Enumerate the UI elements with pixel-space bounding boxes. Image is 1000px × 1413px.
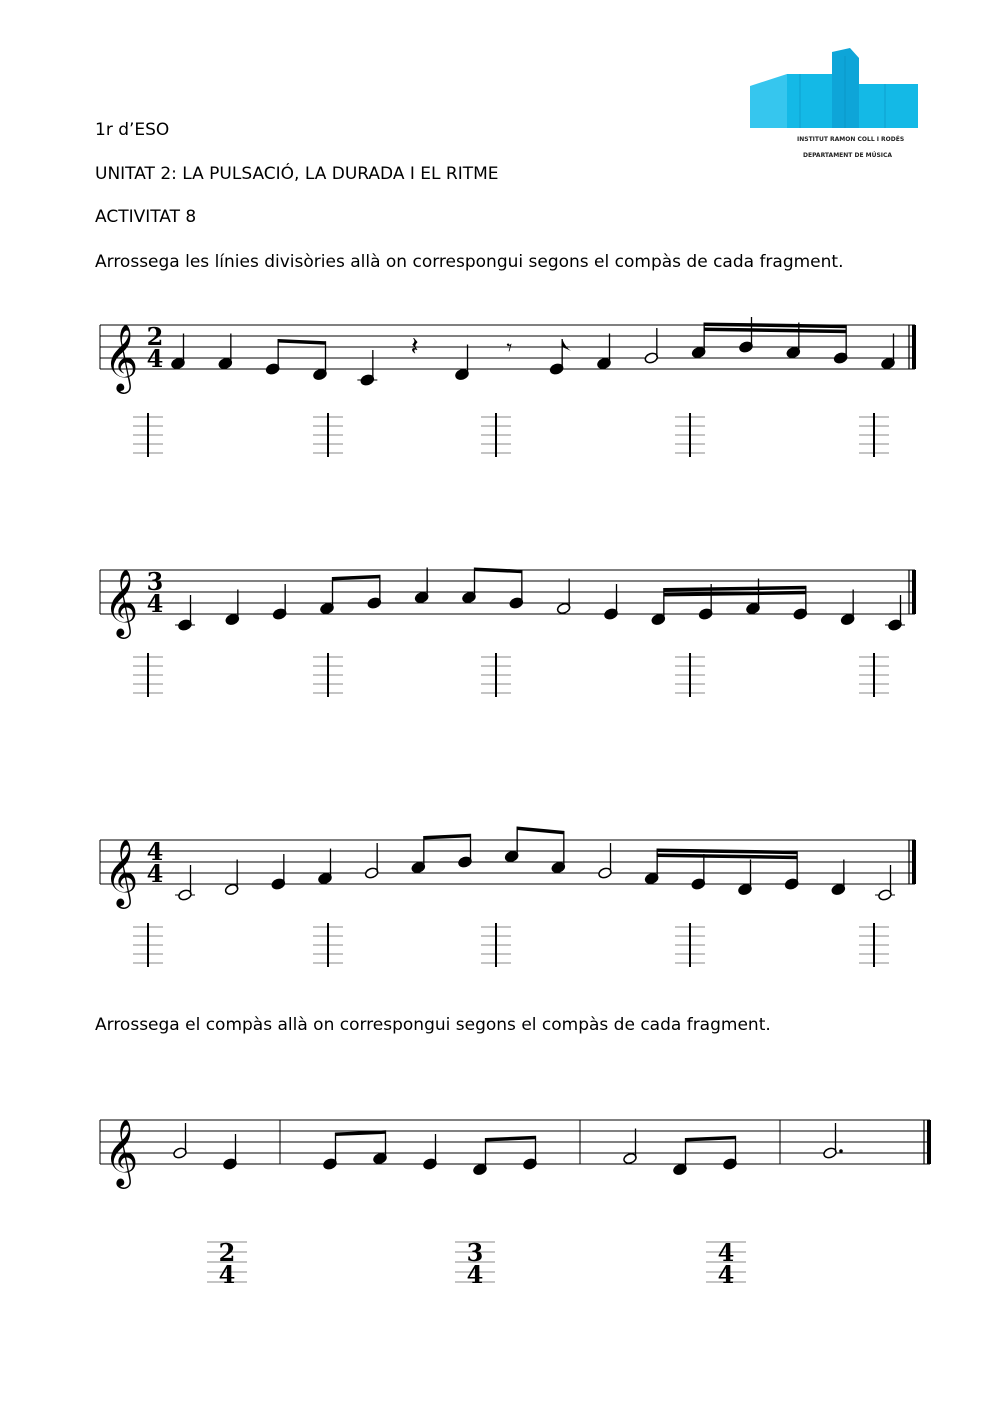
time-signature-token-top: 3	[466, 1238, 484, 1267]
draggable-barline-token[interactable]	[857, 413, 891, 463]
draggable-barline-token[interactable]	[673, 923, 707, 973]
draggable-barline-token[interactable]	[479, 923, 513, 973]
note	[223, 1134, 238, 1170]
note	[644, 328, 659, 364]
draggable-barline-token[interactable]	[131, 653, 165, 703]
unit-title: UNITAT 2: LA PULSACIÓ, LA DURADA I EL RITME	[95, 164, 499, 184]
note	[549, 339, 571, 375]
treble-clef: 𝄞	[104, 323, 139, 391]
draggable-time-signature-3-4[interactable]	[453, 1236, 497, 1294]
note	[414, 568, 429, 604]
time-signature-token-bottom: 4	[717, 1260, 735, 1289]
note	[271, 854, 286, 890]
note	[517, 827, 565, 874]
time-signature-top: 2	[146, 322, 164, 351]
note	[875, 865, 895, 901]
note	[218, 334, 233, 370]
logo-school-name: INSTITUT RAMON COLL I RODÉS	[797, 136, 905, 143]
note	[411, 836, 426, 874]
activity-title: ACTIVITAT 8	[95, 207, 197, 227]
rest: 𝄽	[410, 332, 419, 362]
note	[175, 865, 195, 901]
time-signature-bottom: 4	[146, 589, 164, 618]
note	[504, 827, 519, 863]
draggable-barline-token[interactable]	[857, 923, 891, 973]
note	[673, 1138, 688, 1176]
note	[225, 590, 240, 626]
draggable-barline-token[interactable]	[131, 413, 165, 463]
time-signature-token-top: 2	[218, 1238, 236, 1267]
note	[171, 334, 186, 370]
note	[885, 595, 905, 631]
draggable-barline-token[interactable]	[311, 923, 345, 973]
treble-clef: 𝄞	[104, 568, 139, 636]
note	[691, 323, 706, 359]
draggable-barline-token[interactable]	[857, 653, 891, 703]
time-signature-token-bottom: 4	[466, 1260, 484, 1289]
note	[423, 1134, 438, 1170]
draggable-barline-token[interactable]	[311, 413, 345, 463]
treble-clef: 𝄞	[104, 838, 139, 906]
staff-exercise-1	[0, 300, 1000, 400]
note	[357, 350, 377, 386]
note	[644, 849, 659, 885]
rest: 𝄾	[506, 336, 513, 361]
draggable-barline-token[interactable]	[479, 413, 513, 463]
note	[651, 588, 666, 626]
draggable-barline-token[interactable]	[673, 413, 707, 463]
note	[840, 590, 855, 626]
note	[278, 339, 327, 381]
note	[623, 1129, 638, 1165]
note	[604, 584, 619, 620]
time-signature-bottom: 4	[146, 859, 164, 888]
instruction-barlines: Arrossega les línies divisòries allà on correspongui segons el compàs de cada fragment.	[95, 252, 844, 272]
time-signature-token-top: 4	[717, 1238, 735, 1267]
school-logo	[745, 44, 925, 159]
time-signature-bottom: 4	[146, 344, 164, 373]
note	[455, 345, 470, 381]
school-logo-graphic	[745, 44, 925, 134]
note	[272, 584, 287, 620]
note	[473, 1138, 488, 1176]
note	[175, 595, 195, 631]
time-signature-top: 4	[146, 837, 164, 866]
note	[823, 1123, 843, 1159]
note	[323, 1133, 338, 1171]
draggable-barline-token[interactable]	[673, 653, 707, 703]
note	[336, 1130, 388, 1164]
instruction-time-signatures: Arrossega el compàs allà on correspongui segons el compàs de cada fragment.	[95, 1015, 771, 1035]
note	[320, 577, 335, 615]
note	[739, 317, 754, 353]
time-signature-top: 3	[146, 567, 164, 596]
course-label: 1r d’ESO	[95, 120, 170, 140]
note	[265, 339, 280, 375]
staff-exercise-4	[0, 1095, 1000, 1195]
draggable-time-signature-2-4[interactable]	[205, 1236, 249, 1294]
treble-clef: 𝄞	[104, 1118, 139, 1186]
note	[173, 1123, 188, 1159]
note	[556, 579, 571, 615]
draggable-barline-token[interactable]	[131, 923, 165, 973]
draggable-barline-token[interactable]	[479, 653, 513, 703]
note	[881, 334, 896, 370]
note	[738, 860, 753, 896]
staff-exercise-3	[0, 815, 1000, 915]
note	[746, 579, 761, 615]
note	[597, 334, 612, 370]
draggable-time-signature-4-4[interactable]	[704, 1236, 748, 1294]
note	[786, 323, 801, 359]
draggable-barline-token[interactable]	[311, 653, 345, 703]
staff-exercise-2	[0, 545, 1000, 645]
time-signature-token-bottom: 4	[218, 1260, 236, 1289]
note	[691, 854, 706, 890]
note	[224, 860, 239, 896]
logo-department: DEPARTAMENT DE MÚSICA	[803, 152, 893, 159]
note	[831, 860, 846, 896]
note	[318, 849, 333, 885]
note	[598, 843, 613, 879]
note	[462, 568, 477, 604]
note	[364, 843, 379, 879]
